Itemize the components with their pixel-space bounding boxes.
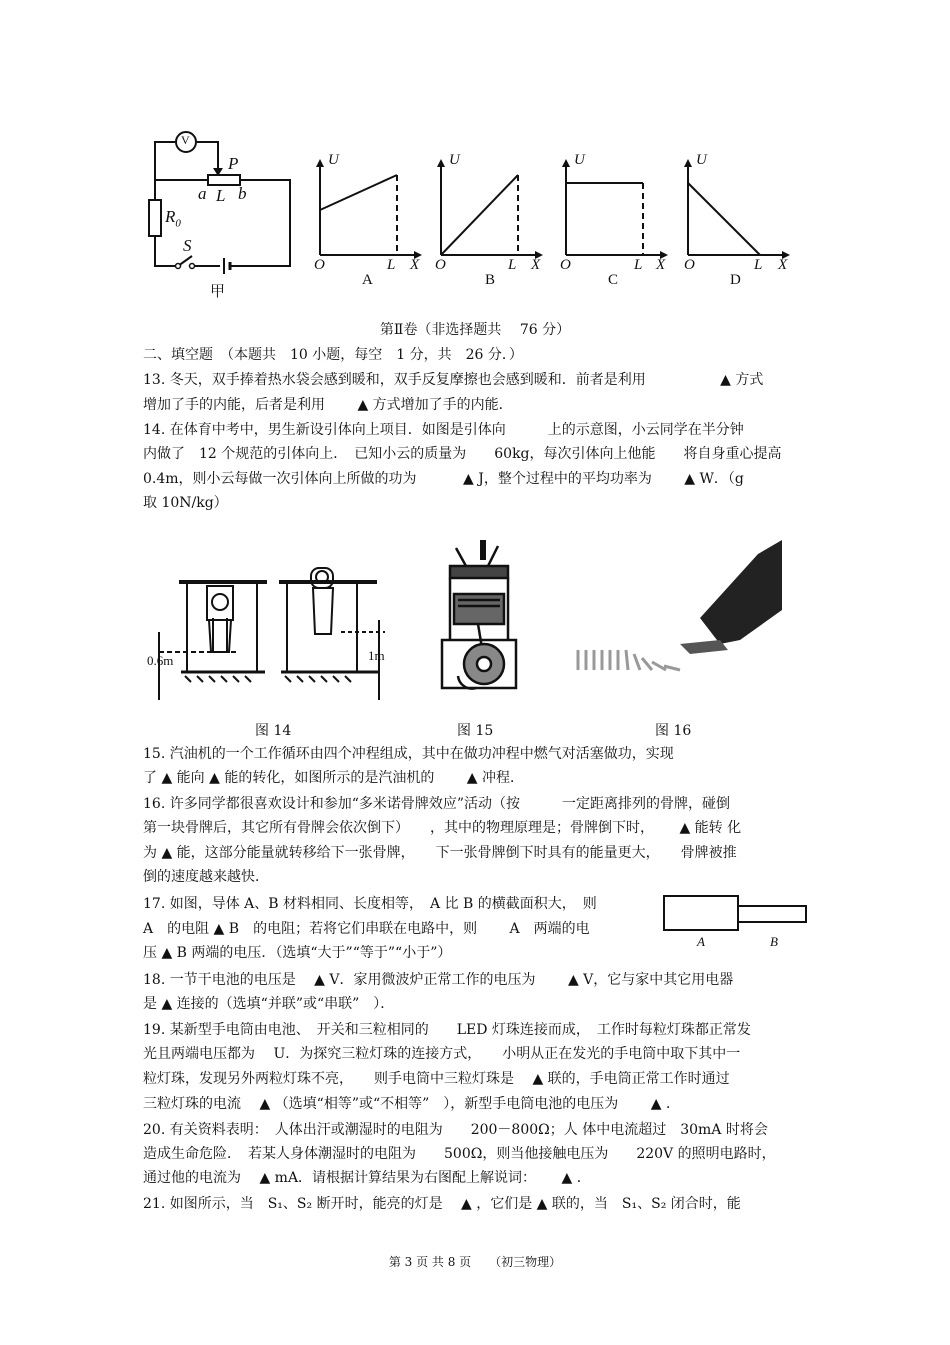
figure-16-caption: 图 16	[655, 723, 692, 739]
height-label-1: 0.6m	[147, 653, 174, 668]
text-line: 二、填空题 （本题共 10 小题，每空 1 分，共 26 分．）	[143, 347, 523, 363]
domino-figure	[570, 540, 785, 680]
text-line: 增加了手的内能，后者是利用 ▲ 方式增加了手的内能．	[143, 397, 513, 413]
graph-d	[680, 155, 795, 265]
graph-a-origin: O	[314, 257, 325, 273]
resistor-label: $R_0$	[165, 207, 181, 230]
graph-a-option: A	[362, 272, 373, 288]
page-footer: 第 3 页 共 8 页 （初三物理）	[388, 1255, 562, 1269]
conductor-b-label: B	[770, 934, 778, 949]
voltmeter-label: V	[181, 133, 190, 147]
graph-b-L: L	[508, 257, 517, 273]
text-line: 17. 如图，导体 A、B 材料相同、长度相等， A 比 B 的横截面积大， 则	[143, 896, 597, 912]
text-line: 粒灯珠，发现另外两粒灯珠不亮， 则手电筒中三粒灯珠是 ▲ 联的，手电筒正常工作时通过	[143, 1071, 730, 1087]
text-line: 倒的速度越来越快．	[143, 869, 269, 885]
graph-d-origin: O	[684, 257, 695, 273]
text-line: 是 ▲ 连接的（选填“并联”或“串联” ）．	[143, 996, 395, 1012]
text-line: 第一块骨牌后，其它所有骨牌会依次倒下） ，其中的物理原理是；骨牌倒下时， ▲ 能转 化	[143, 820, 742, 836]
text-line: 三粒灯珠的电流 ▲ （选填“相等”或“不相等” ），新型手电筒电池的电压为 ▲ ．	[143, 1096, 680, 1112]
section-title: 第Ⅱ卷（非选择题共 76 分）	[379, 322, 571, 338]
height-label-2: 1m	[368, 648, 385, 663]
text-line: 18. 一节干电池的电压是 ▲ V．家用微波炉正常工作的电压为 ▲ V，它与家中其它用电器	[143, 972, 734, 988]
text-line: 造成生命危险． 若某人身体潮湿时的电阻为 500Ω，则当他接触电压为 220V 的照明电路时，	[143, 1146, 776, 1162]
graph-c	[558, 155, 673, 265]
figure-14-caption: 图 14	[255, 723, 292, 739]
graph-a-y-label: U	[328, 152, 339, 168]
graph-d-L: L	[754, 257, 763, 273]
switch-label: S	[183, 236, 192, 255]
graph-c-L: L	[634, 257, 643, 273]
graph-b-y-label: U	[449, 152, 460, 168]
text-line: 了 ▲ 能向 ▲ 能的转化，如图所示的是汽油机的 ▲ 冲程．	[143, 770, 524, 786]
graph-c-y-label: U	[574, 152, 585, 168]
text-line: A 的电阻 ▲ B 的电阻；若将它们串联在电路中，则 A 两端的电	[143, 921, 590, 937]
pullup-figure	[145, 560, 395, 705]
label-b: b	[238, 184, 247, 203]
graph-c-origin: O	[560, 257, 571, 273]
graph-b-origin: O	[435, 257, 446, 273]
text-line: 13. 冬天，双手捧着热水袋会感到暖和，双手反复摩擦也会感到暖和．前者是利用 ▲ 方式	[143, 372, 764, 388]
text-line: 通过他的电流为 ▲ mA．请根据计算结果为右图配上解说词： ▲ ．	[143, 1170, 591, 1186]
graph-d-y-label: U	[696, 152, 707, 168]
text-line: 21. 如图所示，当 S₁、S₂ 断开时，能亮的灯是 ▲ ，它们是 ▲ 联的，当 S₁、S₂ 闭合时，能	[143, 1196, 741, 1212]
text-line: 19. 某新型手电筒由电池、 开关和三粒相同的 LED 灯珠连接而成， 工作时每粒灯珠都正常发	[143, 1022, 751, 1038]
text-line: 内做了 12 个规范的引体向上． 已知小云的质量为 60kg，每次引体向上他能 将自身重心提高	[143, 446, 782, 462]
label-a: a	[198, 184, 207, 203]
text-line: 取 10N/kg）	[143, 495, 228, 511]
graph-c-option: C	[608, 272, 619, 288]
graph-b	[433, 155, 548, 265]
text-line: 压 ▲ B 两端的电压．（选填“大于”“等于”“小于”）	[143, 945, 452, 961]
label-L: L	[216, 186, 226, 205]
graph-d-option: D	[730, 272, 741, 288]
text-line: 15. 汽油机的一个工作循环由四个冲程组成，其中在做功冲程中燃气对活塞做功，实现	[143, 746, 674, 762]
graph-d-x: X	[778, 257, 788, 273]
text-line: 16. 许多同学都很喜欢设计和参加“多米诺骨牌效应”活动（按 一定距离排列的骨牌，碰倒	[143, 796, 731, 812]
conductor-figure	[660, 894, 810, 934]
text-line: 20. 有关资料表明： 人体出汗或潮湿时的电阻为 200－800Ω；人 体中电流超过 30mA 时将会	[143, 1122, 768, 1138]
graph-a	[312, 155, 427, 265]
text-line: 光且两端电压都为 U．为探究三粒灯珠的连接方式， 小明从正在发光的手电筒中取下其中一	[143, 1046, 741, 1062]
graph-c-x: X	[656, 257, 666, 273]
figure-15-caption: 图 15	[457, 723, 494, 739]
text-line: 14. 在体育中考中，男生新设引体向上项目．如图是引体向 上的示意图，小云同学在半分钟	[143, 422, 744, 438]
text-line: 0.4m，则小云每做一次引体向上所做的功为 ▲ J，整个过程中的平均功率为 ▲ W．（g	[143, 471, 744, 487]
text-line: 为 ▲ 能，这部分能量就转移给下一张骨牌， 下一张骨牌倒下时具有的能量更大， 骨牌被推	[143, 845, 737, 861]
graph-b-option: B	[485, 272, 496, 288]
conductor-a-label: A	[697, 934, 705, 949]
graph-b-x: X	[531, 257, 541, 273]
graph-a-L: L	[387, 257, 396, 273]
circuit-caption: 甲	[210, 284, 226, 300]
slider-label: P	[228, 154, 239, 173]
graph-a-x: X	[410, 257, 420, 273]
engine-figure	[436, 540, 521, 700]
